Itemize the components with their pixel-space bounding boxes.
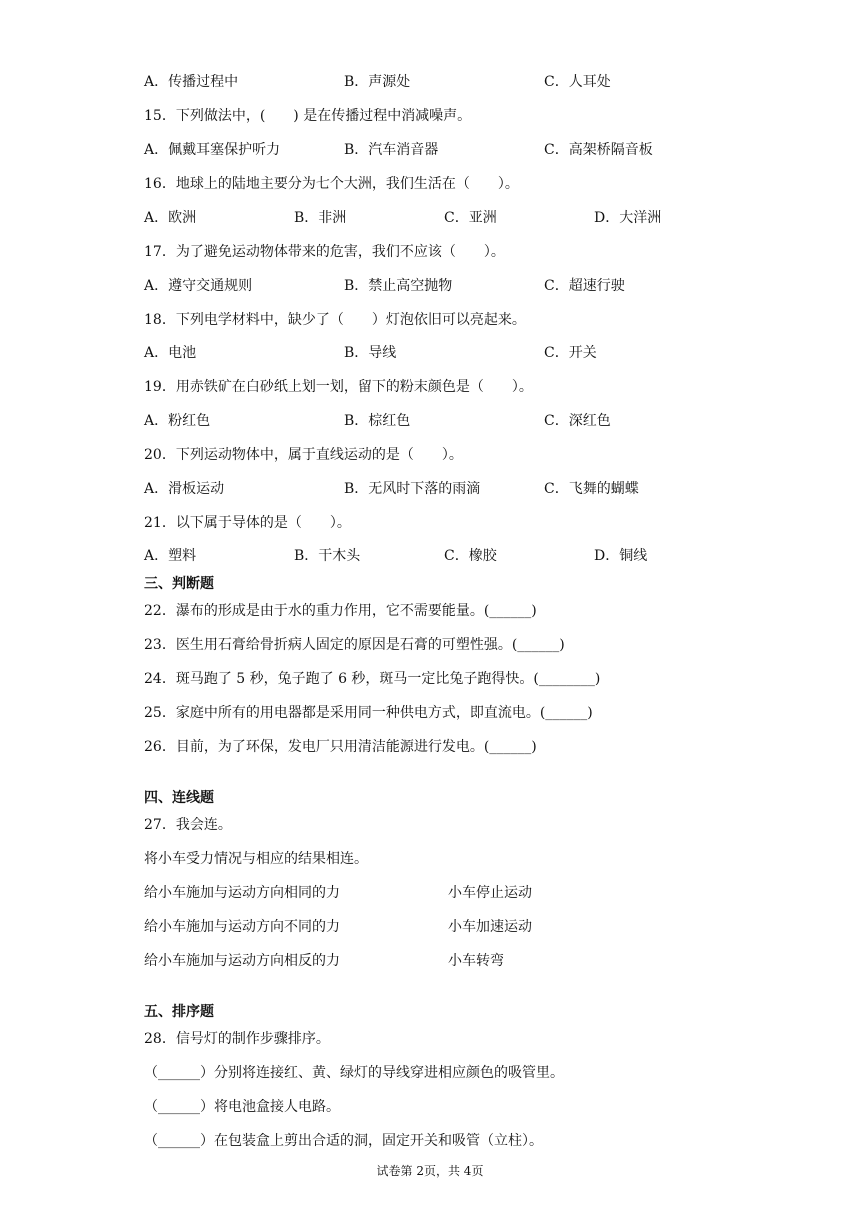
question-24: 24．斑马跑了 5 秒，兔子跑了 6 秒，斑马一定比兔子跑得快。(________) [144,671,601,687]
option-c: C．橡胶 [444,548,497,564]
option-c: C．超速行驶 [544,278,625,294]
option-c: C．深红色 [544,413,611,429]
q15-options [144,140,744,160]
option-d: D．大洋洲 [594,210,662,226]
option-b: B．干木头 [294,548,361,564]
question-25: 25．家庭中所有的用电器都是采用同一种供电方式，即直流电。(______) [144,705,593,721]
match-right-item: 小车转弯 [448,953,504,969]
question-23: 23．医生用石膏给骨折病人固定的原因是石膏的可塑性强。(______) [144,637,565,653]
section-heading-matching: 四、连线题 [144,790,214,806]
question-22: 22．瀑布的形成是由于水的重力作用，它不需要能量。(______) [144,603,537,619]
option-a: A．遵守交通规则 [144,278,253,294]
question-26: 26．目前，为了环保，发电厂只用清洁能源进行发电。(______) [144,739,537,755]
question-15-stem: 15．下列做法中，( ) 是在传播过程中消减噪声。 [144,108,472,124]
option-a: A．佩戴耳塞保护听力 [144,142,281,158]
q21-options [144,546,744,566]
section-heading-ordering: 五、排序题 [144,1004,214,1020]
q17-options [144,276,744,296]
q19-options [144,411,744,431]
page-footer: 试卷第 2页，共 4页 [376,1164,484,1178]
question-18-stem: 18．下列电学材料中，缺少了（ ）灯泡依旧可以亮起来。 [144,312,526,328]
match-left-item: 给小车施加与运动方向相反的力 [144,953,340,969]
option-b: B．禁止高空抛物 [344,278,453,294]
option-a: A．传播过程中 [144,74,239,90]
ordering-step: （______）将电池盒接人电路。 [144,1099,340,1115]
match-right-item: 小车停止运动 [448,885,532,901]
q14-options [144,72,744,92]
option-c: C．开关 [544,345,597,361]
question-27-stem: 27．我会连。 [144,817,232,833]
q16-options [144,208,744,228]
option-c: C．亚洲 [444,210,497,226]
option-c: C．高架桥隔音板 [544,142,653,158]
q18-options [144,343,744,363]
question-27-instruction: 将小车受力情况与相应的结果相连。 [144,851,368,867]
question-21-stem: 21．以下属于导体的是（ ）。 [144,515,351,531]
option-a: A．塑料 [144,548,197,564]
option-c: C．人耳处 [544,74,611,90]
option-b: B．无风时下落的雨滴 [344,481,481,497]
option-a: A．粉红色 [144,413,211,429]
option-d: D．铜线 [594,548,648,564]
section-heading-judge: 三、判断题 [144,576,214,592]
match-left-item: 给小车施加与运动方向相同的力 [144,885,340,901]
ordering-step: （______）在包装盒上剪出合适的洞，固定开关和吸管（立柱）。 [144,1133,543,1149]
option-b: B．声源处 [344,74,411,90]
option-a: A．滑板运动 [144,481,225,497]
question-28-stem: 28．信号灯的制作步骤排序。 [144,1031,330,1047]
match-left-item: 给小车施加与运动方向不同的力 [144,919,340,935]
match-right-item: 小车加速运动 [448,919,532,935]
question-19-stem: 19．用赤铁矿在白砂纸上划一划，留下的粉末颜色是（ ）。 [144,379,533,395]
question-16-stem: 16．地球上的陆地主要分为七个大洲，我们生活在（ ）。 [144,176,519,192]
option-b: B．非洲 [294,210,347,226]
question-20-stem: 20．下列运动物体中，属于直线运动的是（ ）。 [144,447,463,463]
option-b: B．棕红色 [344,413,411,429]
option-c: C．飞舞的蝴蝶 [544,481,639,497]
option-a: A．欧洲 [144,210,197,226]
q20-options [144,479,744,499]
option-b: B．汽车消音器 [344,142,439,158]
question-17-stem: 17．为了避免运动物体带来的危害，我们不应该（ ）。 [144,244,505,260]
option-b: B．导线 [344,345,397,361]
ordering-step: （______）分别将连接红、黄、绿灯的导线穿进相应颜色的吸管里。 [144,1065,564,1081]
option-a: A．电池 [144,345,197,361]
